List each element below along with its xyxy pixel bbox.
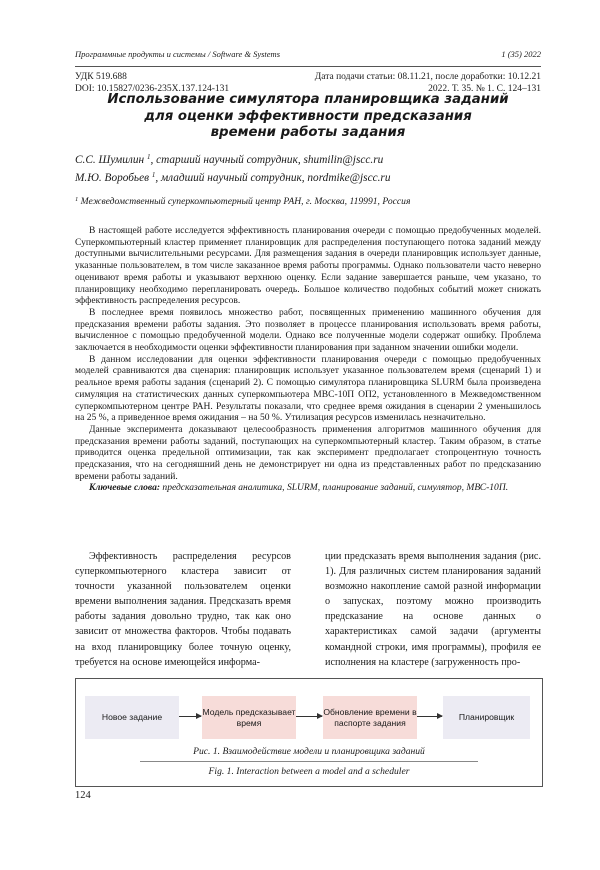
udc: УДК 519.688 bbox=[75, 72, 127, 82]
page-number: 124 bbox=[75, 790, 91, 801]
journal-header: Программные продукты и системы / Software & Systems bbox=[75, 49, 281, 59]
body-column-right bbox=[325, 549, 541, 670]
body-paragraph: ции предсказать время выполнения задания (рис. 1). Для различных систем планирования заданий возможно накопление самой разной информации о запусках, поэтому можно производить предсказание на основе данных о характеристиках самой задачи (аргументы командной строки, имя программы), профиля ее исполнения на кластере (загруженность про- bbox=[325, 551, 541, 668]
abstract-paragraph: В настоящей работе исследуется эффективность планирования очереди с помощью предобученных моделей. Суперкомпьютерный кластер применяет планировщик для распределения поступающего потока заданий между доступными вычислительными ресурсами. Для размещения задания в очереди планировщик использует данные, указанные пользователем, в том числе заказанное время работы программы. Однако пользователи часто неверно оценивают время работы и указывают верхнюю оценку. Если задание завершается раньше, чем указано, то планировщику необходимо перепланировать очередь. Большое количество подобных событий может снижать эффективность распределения ресурсов. bbox=[75, 225, 541, 307]
figure-caption-ru: Рис. 1. Взаимодействие модели и планировщика заданий bbox=[193, 746, 425, 757]
author-name: М.Ю. Воробьев bbox=[75, 172, 149, 184]
abstract-paragraph: В данном исследовании для оценки эффективности планирования очереди с помощью предобученных моделей сравниваются два сценария: планировщик использует указанное пользователем время (сценарий 1) и реальное время работы задания (сценарий 2). С помощью симулятора планировщика SLURM была произведена симуляция на статистических данных суперкомпьютера МВС-10П ОП2, установленного в Межведомственном суперкомпьютерном центре РАН. Результаты показали, что среднее время ожидания в сценарии 2 уменьшилось на 25 %, а приведенное время ожидания – на 50 %. Утилизация ресурсов изменилась незначительно. bbox=[75, 353, 541, 424]
author bbox=[75, 153, 383, 166]
author-desc: , старший научный сотрудник, shumilin@jscc.ru bbox=[150, 154, 384, 166]
author bbox=[75, 171, 390, 184]
diagram-box-update: Обновление времени в паспорте задания bbox=[323, 696, 417, 739]
author-affil-mark: 1 bbox=[151, 171, 156, 179]
author-affil-mark: 1 bbox=[146, 153, 151, 161]
affiliation bbox=[75, 196, 410, 207]
keywords-list: предсказательная аналитика, SLURM, планирование заданий, симулятор, МВС-10П. bbox=[160, 482, 509, 494]
diagram-arrow bbox=[417, 716, 442, 717]
diagram-box-new-job: Новое задание bbox=[85, 696, 179, 739]
keywords-label: Ключевые слова: bbox=[89, 482, 161, 494]
article-title bbox=[75, 92, 541, 142]
title-line: для оценки эффективности предсказания bbox=[144, 108, 472, 124]
caption-rule bbox=[140, 761, 478, 762]
abstract-paragraph: В последнее время появилось множество работ, посвященных применению машинного обучения для предсказания времени работы задания. Это позволяет в процессе планирования использовать время работы, вычисленное с помощью предобученной модели. Однако все полученные модели содержат ошибку. Проблема заключается в необходимости оценки эффективности планирования при заданном значении ошибки модели. bbox=[75, 306, 541, 354]
figure-1 bbox=[75, 678, 543, 787]
body-column-left bbox=[75, 549, 291, 670]
affiliation-text: Межведомственный суперкомпьютерный центр РАН, г. Москва, 119991, Россия bbox=[78, 196, 411, 207]
submission-dates: Дата подачи статьи: 08.11.21, после доработки: 10.12.21 bbox=[314, 72, 541, 82]
title-line: времени работы задания bbox=[210, 125, 406, 140]
diagram-arrow bbox=[179, 716, 201, 717]
affiliation-mark: 1 bbox=[75, 196, 79, 203]
header-rule bbox=[75, 66, 541, 67]
diagram-box-model: Модель предсказывает время bbox=[202, 696, 296, 739]
title-line: Использование симулятора планировщика заданий bbox=[107, 92, 509, 107]
author-desc: , младший научный сотрудник, nordmike@jscc.ru bbox=[155, 172, 391, 184]
keywords bbox=[75, 482, 541, 494]
abstract-paragraph: Данные эксперимента доказывают целесообразность применения алгоритмов машинного обучения для предсказания времени работы заданий, поступающих на суперкомпьютерный кластер. Таким образом, в статье приводится оценка предельной оптимизации, так как эксперимент предполагает стопроцентную точность предсказания, что на сегодняшний день не демонстрирует ни одна из представленных работ по предсказанию времени работы заданий. bbox=[75, 423, 541, 482]
author-name: С.С. Шумилин bbox=[75, 154, 145, 166]
issue-header: 1 (35) 2022 bbox=[501, 49, 541, 59]
diagram-arrow bbox=[296, 716, 322, 717]
figure-caption-en: Fig. 1. Interaction between a model and a scheduler bbox=[208, 766, 410, 777]
abstract bbox=[75, 225, 541, 494]
body-paragraph: Эффективность распределения ресурсов суперкомпьютерного кластера зависит от точности указанной пользователем оценки времени выполнения задания. Предсказать время работы задания довольно трудно, так как оно зависит от множества факторов. Чтобы подавать на вход планировщику более точную оценку, требуется на основе имеющейся информа- bbox=[75, 551, 291, 668]
citation: 2022. Т. 35. № 1. С. 124–131 bbox=[428, 84, 541, 94]
diagram-box-scheduler: Планировщик bbox=[443, 696, 530, 739]
doi: DOI: 10.15827/0236-235X.137.124-131 bbox=[75, 84, 230, 94]
